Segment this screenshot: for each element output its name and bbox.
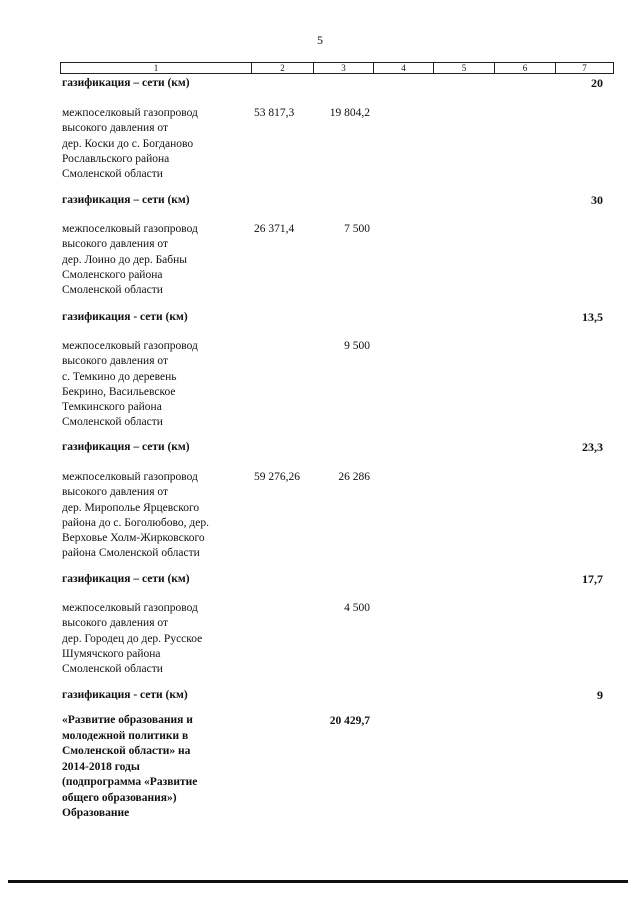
section-description: межпоселковый газопровод высокого давления от дер. Лоино до дер. Бабны Смоленского района Смоленской области <box>62 223 198 297</box>
column-header-1: 1 <box>153 63 159 73</box>
section-value: 9 <box>597 688 603 702</box>
section-col2-value: 53 817,3 <box>254 107 295 119</box>
column-header-6: 6 <box>494 63 555 73</box>
section-col3-value: 4 500 <box>344 602 370 614</box>
section-col2-value: 59 276,26 <box>254 471 300 483</box>
section-label: газификация – сети (км) <box>62 194 190 206</box>
section-value: 23,3 <box>582 440 603 454</box>
section-label: газификация - сети (км) <box>62 689 188 701</box>
page-number: 5 <box>317 33 323 47</box>
section-col3-value: 7 500 <box>344 223 370 235</box>
section-value: 30 <box>591 193 603 207</box>
section-description: межпоселковый газопровод высокого давления от дер. Городец до дер. Русское Шумячского района Смоленской области <box>62 602 203 676</box>
section-description: межпоселковый газопровод высокого давления от дер. Коски до с. Богданово Рославльского района Смоленской области <box>62 107 198 181</box>
section-value: 13,5 <box>582 310 603 324</box>
program-description: «Развитие образования и молодежной политики в Смоленской области» на 2014-2018 годы (подпрограмма «Развитие общего образования») Образование <box>62 714 198 819</box>
section-col3-value: 19 804,2 <box>329 107 370 119</box>
section-value: 20 <box>591 76 603 90</box>
column-header-4: 4 <box>373 63 433 73</box>
section-description: межпоселковый газопровод высокого давления от с. Темкино до деревень Бекрино, Васильевское Темкинского района Смоленской области <box>62 340 198 429</box>
column-header-5: 5 <box>433 63 494 73</box>
program-col3-value: 20 429,7 <box>329 715 370 727</box>
bottom-divider <box>8 880 628 883</box>
column-header-7: 7 <box>555 63 613 73</box>
section-value: 17,7 <box>582 572 603 586</box>
section-col3-value: 26 286 <box>338 471 370 483</box>
column-header-3: 3 <box>313 63 373 73</box>
section-col3-value: 9 500 <box>344 340 370 352</box>
table-header-row <box>60 62 614 74</box>
section-label: газификация – сети (км) <box>62 573 190 585</box>
section-label: газификация - сети (км) <box>62 311 188 323</box>
section-label: газификация – сети (км) <box>62 77 190 89</box>
section-col2-value: 26 371,4 <box>254 223 295 235</box>
section-label: газификация – сети (км) <box>62 441 190 453</box>
section-description: межпоселковый газопровод высокого давления от дер. Мирополье Ярцевского района до с. Боголюбово, дер. Верховье Холм-Жирковского района Смоленской области <box>62 471 209 560</box>
column-header-2: 2 <box>251 63 313 73</box>
